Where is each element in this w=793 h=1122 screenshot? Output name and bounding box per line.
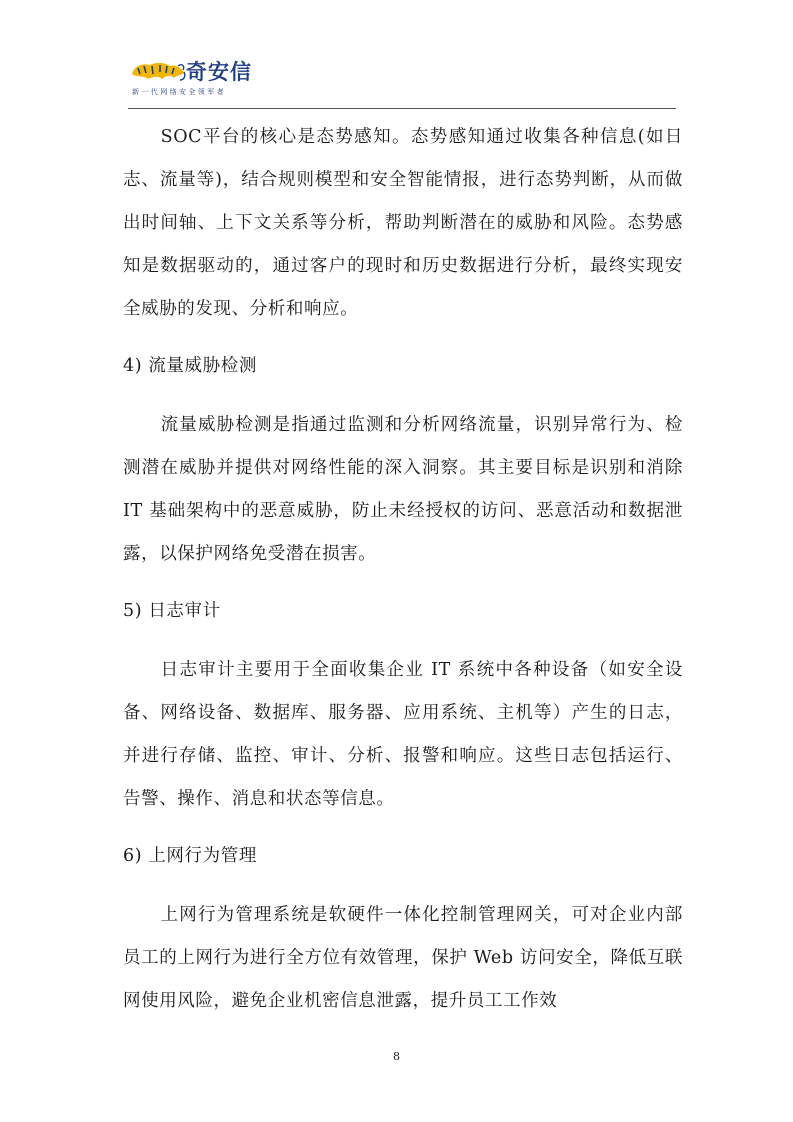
tiger-logo-icon	[130, 60, 186, 82]
logo-name: 奇安信	[186, 60, 252, 84]
page-header	[128, 52, 676, 110]
page-number: 8	[393, 1050, 400, 1063]
heading-log-audit: 5) 日志审计	[123, 601, 221, 621]
logo-tagline: 新一代网络安全领军者	[132, 88, 226, 96]
heading-traffic-threat-detection: 4) 流量威胁检测	[123, 356, 257, 376]
header-divider	[128, 108, 676, 109]
paragraph-log-audit: 日志审计主要用于全面收集企业 IT 系统中各种设备（如安全设备、网络设备、数据库、服务器、应用系统、主机等）产生的日志，并进行存储、监控、审计、分析、报警和响应。这些日志包括运行、告警、操作、消息和状态等信息。	[123, 660, 683, 809]
company-logo	[128, 56, 268, 100]
heading-internet-behavior-management: 6) 上网行为管理	[123, 846, 257, 866]
paragraph-traffic-threat-detection: 流量威胁检测是指通过监测和分析网络流量，识别异常行为、检测潜在威胁并提供对网络性能的深入洞察。其主要目标是识别和消除 IT 基础架构中的恶意威胁，防止未经授权的访问、恶意活动和数据泄露，以保护网络免受潜在损害。	[123, 415, 683, 564]
paragraph-soc-platform: SOC平台的核心是态势感知。态势感知通过收集各种信息(如日志、流量等)，结合规则模型和安全智能情报，进行态势判断，从而做出时间轴、上下文关系等分析，帮助判断潜在的威胁和风险。态势感知是数据驱动的，通过客户的现时和历史数据进行分析，最终实现安全威胁的发现、分析和响应。	[123, 127, 683, 319]
paragraph-internet-behavior-management: 上网行为管理系统是软硬件一体化控制管理网关，可对企业内部员工的上网行为进行全方位有效管理，保护 Web 访问安全，降低互联网使用风险，避免企业机密信息泄露，提升员工工作效	[123, 905, 683, 1011]
document-body	[123, 116, 683, 1023]
